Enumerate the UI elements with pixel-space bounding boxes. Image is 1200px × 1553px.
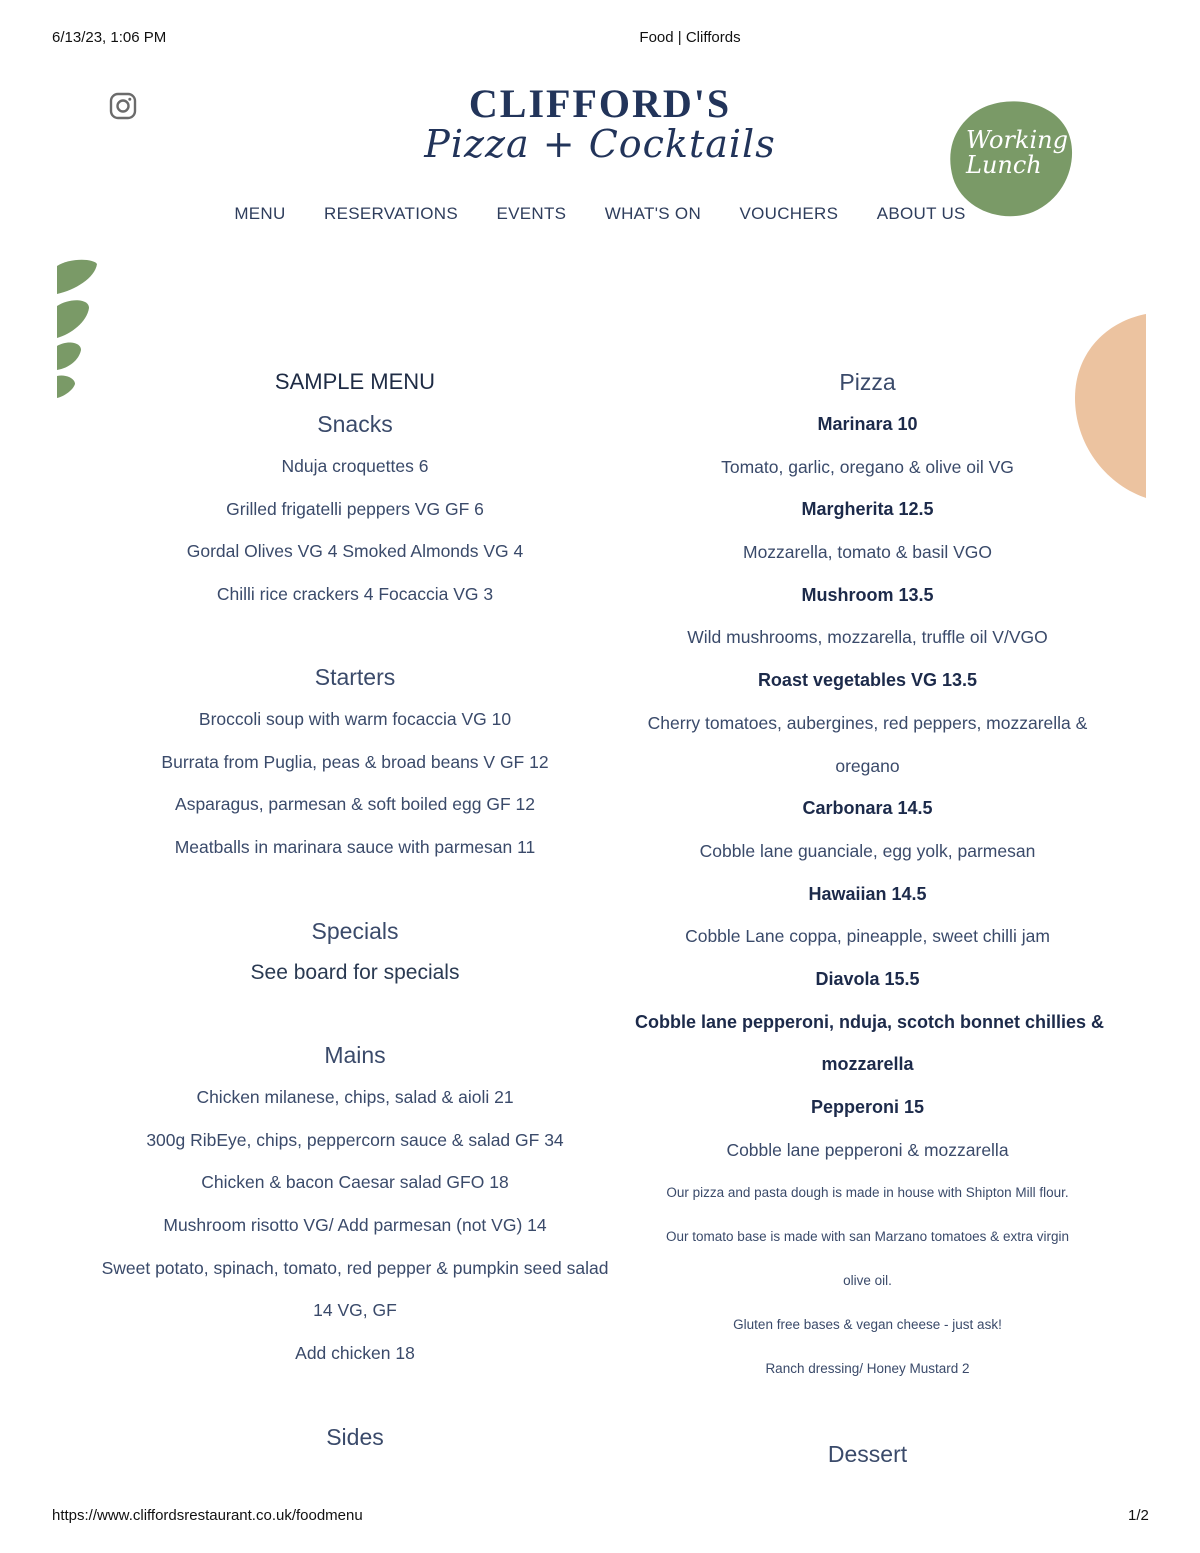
pizza-name: Margherita 12.5: [801, 499, 934, 520]
badge-text: [966, 128, 1068, 178]
pizza-name: Pepperoni 15: [810, 1097, 925, 1117]
mains-heading: Mains: [324, 1042, 386, 1068]
working-lunch-badge[interactable]: [948, 98, 1076, 218]
sample-menu-title: SAMPLE MENU: [274, 369, 436, 394]
list-item: Nduja croquettes 6: [281, 456, 429, 476]
specials-text: See board for specials: [250, 961, 460, 984]
pizza-name: Carbonara 14.5: [802, 798, 933, 819]
nav-about-us[interactable]: ABOUT US: [876, 204, 966, 223]
sides-heading: Sides: [326, 1424, 384, 1450]
pizza-description: Wild mushrooms, mozzarella, truffle oil V/VGO: [687, 627, 1048, 648]
pizza-note: Our pizza and pasta dough is made in house with Shipton Mill flour.: [666, 1185, 1069, 1201]
pizza-name: Mushroom 13.5: [801, 584, 934, 605]
pizza-note: olive oil.: [843, 1273, 892, 1289]
print-page-title: Food | Cliffords: [639, 29, 741, 46]
pizza-name: Hawaiian 14.5: [808, 883, 927, 904]
specials-heading: Specials: [311, 918, 399, 944]
nav-whats-on[interactable]: WHAT'S ON: [604, 204, 702, 223]
print-page-number: 1/2: [1128, 1507, 1149, 1524]
pizza-name: Cobble lane pepperoni, nduja, scotch bonnet chillies &: [635, 1011, 1105, 1032]
nav-reservations[interactable]: RESERVATIONS: [324, 204, 458, 223]
nav-events[interactable]: EVENTS: [496, 204, 567, 223]
pizza-description: Cherry tomatoes, aubergines, red peppers, mozzarella &: [647, 712, 1088, 733]
nav-vouchers[interactable]: VOUCHERS: [739, 204, 839, 223]
starters-section: [90, 656, 620, 869]
pizza-name: Roast vegetables VG 13.5: [757, 670, 978, 691]
list-item: Burrata from Puglia, peas & broad beans V GF 12: [161, 751, 549, 772]
print-datetime: 6/13/23, 1:06 PM: [52, 29, 167, 46]
pizza-section: [635, 361, 1105, 1391]
badge-line-2: Lunch: [966, 151, 1042, 179]
nav-menu[interactable]: MENU: [234, 204, 286, 223]
pizza-description: Mozzarella, tomato & basil VGO: [743, 542, 992, 563]
pizza-name: mozzarella: [821, 1054, 914, 1075]
list-item: Chicken & bacon Caesar salad GFO 18: [201, 1172, 509, 1193]
pizza-description: Tomato, garlic, oregano & olive oil VG: [721, 456, 1014, 477]
sides-section: [90, 1416, 620, 1458]
list-item: Chicken milanese, chips, salad & aioli 21: [196, 1087, 514, 1107]
specials-section: [90, 910, 620, 994]
pizza-note: Ranch dressing/ Honey Mustard 2: [765, 1361, 970, 1377]
badge-line-1: Working: [966, 126, 1068, 154]
list-item: Meatballs in marinara sauce with parmesan 11: [174, 837, 536, 858]
list-item: Sweet potato, spinach, tomato, red pepper & pumpkin seed salad: [101, 1257, 609, 1278]
list-item: Mushroom risotto VG/ Add parmesan (not VG) 14: [163, 1215, 547, 1236]
list-item: 300g RibEye, chips, peppercorn sauce & salad GF 34: [146, 1129, 564, 1150]
pizza-heading: Pizza: [839, 369, 896, 395]
print-url: https://www.cliffordsrestaurant.co.uk/foodmenu: [52, 1507, 363, 1524]
starters-heading: Starters: [314, 664, 396, 690]
dessert-section: [635, 1433, 1100, 1475]
list-item: Grilled frigatelli peppers VG GF 6: [226, 498, 484, 519]
list-item: Chilli rice crackers 4 Focaccia VG 3: [216, 584, 494, 605]
dessert-heading: Dessert: [827, 1441, 908, 1467]
logo-title[interactable]: CLIFFORD'S: [468, 81, 732, 126]
pizza-name: Marinara 10: [817, 414, 918, 434]
mains-section: [90, 1034, 620, 1375]
list-item: Add chicken 18: [295, 1343, 415, 1364]
pizza-description: Cobble lane pepperoni & mozzarella: [726, 1139, 1009, 1160]
list-item: Asparagus, parmesan & soft boiled egg GF 12: [175, 794, 535, 815]
pizza-note: Our tomato base is made with san Marzano tomatoes & extra virgin: [666, 1229, 1069, 1245]
pizza-description: Cobble lane guanciale, egg yolk, parmesan: [699, 840, 1036, 861]
list-item: Broccoli soup with warm focaccia VG 10: [198, 709, 512, 729]
pizza-description: Cobble Lane coppa, pineapple, sweet chilli jam: [685, 926, 1050, 947]
snacks-heading: Snacks: [317, 411, 393, 437]
pizza-name: Diavola 15.5: [815, 968, 920, 989]
list-item: 14 VG, GF: [313, 1300, 397, 1321]
pizza-note: Gluten free bases & vegan cheese - just ask!: [733, 1317, 1002, 1333]
logo-subtitle: Pizza + Cocktails: [424, 122, 776, 166]
left-menu-column: [90, 361, 620, 616]
pizza-description: oregano: [835, 755, 900, 776]
list-item: Gordal Olives VG 4 Smoked Almonds VG 4: [186, 541, 524, 562]
main-nav: [0, 204, 1200, 224]
